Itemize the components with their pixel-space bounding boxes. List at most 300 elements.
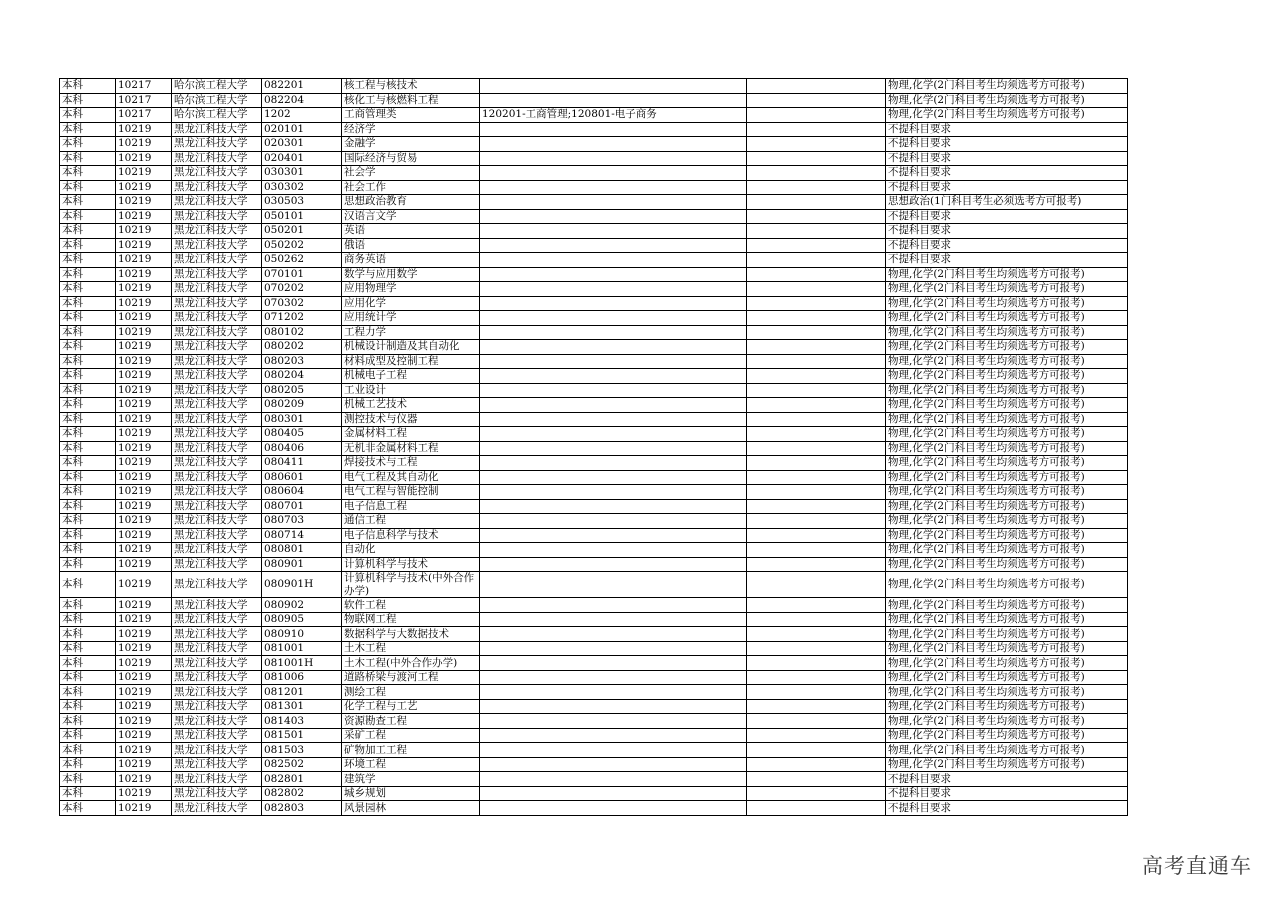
- major-name-cell: 电气工程与智能控制: [342, 485, 480, 500]
- school-code-cell: 10219: [116, 543, 172, 558]
- major-code-cell: 030503: [262, 195, 342, 210]
- school-code-cell: 10219: [116, 743, 172, 758]
- school-name-cell: 黑龙江科技大学: [172, 441, 262, 456]
- level-cell: 本科: [60, 166, 116, 181]
- table-row: [60, 528, 1128, 543]
- subject-requirement-cell: 不提科目要求: [886, 209, 1128, 224]
- table-row: [60, 641, 1128, 656]
- subject-requirement-cell: 物理,化学(2门科目考生均须选考方可报考): [886, 441, 1128, 456]
- major-name-cell: 思想政治教育: [342, 195, 480, 210]
- school-name-cell: 黑龙江科技大学: [172, 383, 262, 398]
- level-cell: 本科: [60, 656, 116, 671]
- major-name-cell: 工业设计: [342, 383, 480, 398]
- subject-requirement-cell: 物理,化学(2门科目考生均须选考方可报考): [886, 311, 1128, 326]
- school-name-cell: 黑龙江科技大学: [172, 398, 262, 413]
- school-name-cell: 黑龙江科技大学: [172, 311, 262, 326]
- table-row: [60, 772, 1128, 787]
- level-cell: 本科: [60, 224, 116, 239]
- note-cell: [747, 311, 886, 326]
- note-cell: [747, 528, 886, 543]
- level-cell: 本科: [60, 598, 116, 613]
- included-majors-cell: [480, 195, 747, 210]
- subject-requirement-cell: 不提科目要求: [886, 137, 1128, 152]
- subject-requirement-cell: 物理,化学(2门科目考生均须选考方可报考): [886, 714, 1128, 729]
- school-code-cell: 10219: [116, 470, 172, 485]
- table-row: [60, 514, 1128, 529]
- note-cell: [747, 166, 886, 181]
- included-majors-cell: [480, 801, 747, 816]
- school-code-cell: 10219: [116, 514, 172, 529]
- table-row: [60, 685, 1128, 700]
- note-cell: [747, 195, 886, 210]
- included-majors-cell: [480, 398, 747, 413]
- level-cell: 本科: [60, 757, 116, 772]
- note-cell: [747, 180, 886, 195]
- school-code-cell: 10219: [116, 224, 172, 239]
- level-cell: 本科: [60, 267, 116, 282]
- included-majors-cell: [480, 325, 747, 340]
- subject-requirement-cell: 不提科目要求: [886, 786, 1128, 801]
- subject-requirement-cell: 物理,化学(2门科目考生均须选考方可报考): [886, 325, 1128, 340]
- major-name-cell: 电子信息工程: [342, 499, 480, 514]
- school-name-cell: 黑龙江科技大学: [172, 757, 262, 772]
- major-code-cell: 080301: [262, 412, 342, 427]
- table-row: [60, 456, 1128, 471]
- included-majors-cell: [480, 282, 747, 297]
- major-name-cell: 机械电子工程: [342, 369, 480, 384]
- school-name-cell: 黑龙江科技大学: [172, 224, 262, 239]
- subject-requirement-cell: 物理,化学(2门科目考生均须选考方可报考): [886, 383, 1128, 398]
- major-code-cell: 080203: [262, 354, 342, 369]
- table-row: [60, 656, 1128, 671]
- table-row: [60, 398, 1128, 413]
- included-majors-cell: [480, 253, 747, 268]
- major-name-cell: 计算机科学与技术(中外合作办学): [342, 572, 480, 598]
- note-cell: [747, 598, 886, 613]
- school-code-cell: 10219: [116, 801, 172, 816]
- school-name-cell: 黑龙江科技大学: [172, 296, 262, 311]
- note-cell: [747, 656, 886, 671]
- school-name-cell: 黑龙江科技大学: [172, 151, 262, 166]
- school-code-cell: 10219: [116, 325, 172, 340]
- major-code-cell: 070202: [262, 282, 342, 297]
- level-cell: 本科: [60, 398, 116, 413]
- major-code-cell: 081201: [262, 685, 342, 700]
- school-name-cell: 黑龙江科技大学: [172, 598, 262, 613]
- major-code-cell: 081501: [262, 728, 342, 743]
- included-majors-cell: [480, 267, 747, 282]
- subject-requirement-cell: 不提科目要求: [886, 166, 1128, 181]
- major-code-cell: 080202: [262, 340, 342, 355]
- note-cell: [747, 79, 886, 94]
- table-row: [60, 572, 1128, 598]
- major-name-cell: 汉语言文学: [342, 209, 480, 224]
- school-code-cell: 10219: [116, 383, 172, 398]
- subject-requirement-cell: 物理,化学(2门科目考生均须选考方可报考): [886, 572, 1128, 598]
- major-name-cell: 工程力学: [342, 325, 480, 340]
- school-code-cell: 10219: [116, 151, 172, 166]
- school-code-cell: 10219: [116, 641, 172, 656]
- note-cell: [747, 456, 886, 471]
- major-name-cell: 采矿工程: [342, 728, 480, 743]
- school-name-cell: 黑龙江科技大学: [172, 340, 262, 355]
- note-cell: [747, 470, 886, 485]
- note-cell: [747, 499, 886, 514]
- school-name-cell: 黑龙江科技大学: [172, 137, 262, 152]
- school-name-cell: 黑龙江科技大学: [172, 325, 262, 340]
- subject-requirement-cell: 物理,化学(2门科目考生均须选考方可报考): [886, 685, 1128, 700]
- included-majors-cell: [480, 238, 747, 253]
- note-cell: [747, 253, 886, 268]
- level-cell: 本科: [60, 296, 116, 311]
- subject-requirements-table: [59, 78, 1128, 816]
- table-row: [60, 612, 1128, 627]
- major-code-cell: 080714: [262, 528, 342, 543]
- subject-requirement-cell: 物理,化学(2门科目考生均须选考方可报考): [886, 528, 1128, 543]
- level-cell: 本科: [60, 79, 116, 94]
- included-majors-cell: [480, 528, 747, 543]
- level-cell: 本科: [60, 137, 116, 152]
- major-name-cell: 通信工程: [342, 514, 480, 529]
- table-row: [60, 441, 1128, 456]
- note-cell: [747, 354, 886, 369]
- note-cell: [747, 238, 886, 253]
- note-cell: [747, 108, 886, 123]
- major-name-cell: 机械设计制造及其自动化: [342, 340, 480, 355]
- included-majors-cell: [480, 441, 747, 456]
- subject-requirement-cell: 不提科目要求: [886, 224, 1128, 239]
- note-cell: [747, 786, 886, 801]
- table-row: [60, 699, 1128, 714]
- school-name-cell: 黑龙江科技大学: [172, 195, 262, 210]
- school-code-cell: 10219: [116, 670, 172, 685]
- major-code-cell: 080411: [262, 456, 342, 471]
- subject-requirement-cell: 物理,化学(2门科目考生均须选考方可报考): [886, 514, 1128, 529]
- included-majors-cell: [480, 122, 747, 137]
- table-row: [60, 340, 1128, 355]
- school-name-cell: 黑龙江科技大学: [172, 499, 262, 514]
- table-row: [60, 253, 1128, 268]
- school-name-cell: 黑龙江科技大学: [172, 728, 262, 743]
- note-cell: [747, 398, 886, 413]
- level-cell: 本科: [60, 685, 116, 700]
- school-code-cell: 10219: [116, 340, 172, 355]
- included-majors-cell: [480, 224, 747, 239]
- major-code-cell: 071202: [262, 311, 342, 326]
- subject-requirement-cell: 物理,化学(2门科目考生均须选考方可报考): [886, 641, 1128, 656]
- level-cell: 本科: [60, 641, 116, 656]
- school-code-cell: 10219: [116, 195, 172, 210]
- table-body: [60, 79, 1128, 816]
- note-cell: [747, 93, 886, 108]
- major-code-cell: 080209: [262, 398, 342, 413]
- note-cell: [747, 267, 886, 282]
- school-name-cell: 哈尔滨工程大学: [172, 93, 262, 108]
- subject-requirement-cell: 物理,化学(2门科目考生均须选考方可报考): [886, 743, 1128, 758]
- school-code-cell: 10219: [116, 354, 172, 369]
- school-name-cell: 黑龙江科技大学: [172, 209, 262, 224]
- level-cell: 本科: [60, 427, 116, 442]
- school-code-cell: 10219: [116, 209, 172, 224]
- school-name-cell: 黑龙江科技大学: [172, 543, 262, 558]
- major-code-cell: 082204: [262, 93, 342, 108]
- major-name-cell: 物联网工程: [342, 612, 480, 627]
- major-name-cell: 计算机科学与技术: [342, 557, 480, 572]
- school-code-cell: 10219: [116, 656, 172, 671]
- school-name-cell: 黑龙江科技大学: [172, 514, 262, 529]
- note-cell: [747, 757, 886, 772]
- level-cell: 本科: [60, 499, 116, 514]
- subject-requirement-cell: 物理,化学(2门科目考生均须选考方可报考): [886, 757, 1128, 772]
- school-name-cell: 黑龙江科技大学: [172, 470, 262, 485]
- school-code-cell: 10217: [116, 79, 172, 94]
- major-name-cell: 商务英语: [342, 253, 480, 268]
- major-name-cell: 金属材料工程: [342, 427, 480, 442]
- school-code-cell: 10219: [116, 253, 172, 268]
- note-cell: [747, 670, 886, 685]
- included-majors-cell: [480, 743, 747, 758]
- table-row: [60, 166, 1128, 181]
- major-name-cell: 焊接技术与工程: [342, 456, 480, 471]
- level-cell: 本科: [60, 369, 116, 384]
- major-code-cell: 081503: [262, 743, 342, 758]
- major-name-cell: 应用物理学: [342, 282, 480, 297]
- school-code-cell: 10219: [116, 772, 172, 787]
- major-code-cell: 020301: [262, 137, 342, 152]
- school-code-cell: 10219: [116, 311, 172, 326]
- school-code-cell: 10219: [116, 572, 172, 598]
- table-row: [60, 108, 1128, 123]
- major-name-cell: 化学工程与工艺: [342, 699, 480, 714]
- major-code-cell: 080204: [262, 369, 342, 384]
- major-code-cell: 080405: [262, 427, 342, 442]
- major-code-cell: 080910: [262, 627, 342, 642]
- level-cell: 本科: [60, 238, 116, 253]
- school-code-cell: 10217: [116, 93, 172, 108]
- included-majors-cell: [480, 572, 747, 598]
- table-row: [60, 79, 1128, 94]
- table-row: [60, 485, 1128, 500]
- major-name-cell: 建筑学: [342, 772, 480, 787]
- included-majors-cell: [480, 714, 747, 729]
- subject-requirement-cell: 物理,化学(2门科目考生均须选考方可报考): [886, 267, 1128, 282]
- subject-requirement-cell: 不提科目要求: [886, 180, 1128, 195]
- included-majors-cell: [480, 369, 747, 384]
- included-majors-cell: [480, 151, 747, 166]
- subject-requirement-cell: 物理,化学(2门科目考生均须选考方可报考): [886, 108, 1128, 123]
- school-code-cell: 10219: [116, 122, 172, 137]
- school-name-cell: 黑龙江科技大学: [172, 180, 262, 195]
- table-row: [60, 151, 1128, 166]
- major-name-cell: 俄语: [342, 238, 480, 253]
- subject-requirement-cell: 物理,化学(2门科目考生均须选考方可报考): [886, 412, 1128, 427]
- included-majors-cell: [480, 296, 747, 311]
- major-code-cell: 082803: [262, 801, 342, 816]
- table-row: [60, 311, 1128, 326]
- major-code-cell: 082802: [262, 786, 342, 801]
- school-code-cell: 10219: [116, 685, 172, 700]
- table-row: [60, 93, 1128, 108]
- table-row: [60, 267, 1128, 282]
- included-majors-cell: [480, 311, 747, 326]
- level-cell: 本科: [60, 340, 116, 355]
- note-cell: [747, 340, 886, 355]
- major-name-cell: 社会工作: [342, 180, 480, 195]
- level-cell: 本科: [60, 441, 116, 456]
- table-row: [60, 238, 1128, 253]
- included-majors-cell: [480, 772, 747, 787]
- table-row: [60, 786, 1128, 801]
- table-row: [60, 325, 1128, 340]
- school-code-cell: 10219: [116, 612, 172, 627]
- table-row: [60, 224, 1128, 239]
- subject-requirement-cell: 物理,化学(2门科目考生均须选考方可报考): [886, 354, 1128, 369]
- note-cell: [747, 543, 886, 558]
- major-code-cell: 050101: [262, 209, 342, 224]
- table-row: [60, 195, 1128, 210]
- note-cell: [747, 743, 886, 758]
- table-row: [60, 670, 1128, 685]
- table-row: [60, 282, 1128, 297]
- subject-requirement-cell: 思想政治(1门科目考生必须选考方可报考): [886, 195, 1128, 210]
- note-cell: [747, 282, 886, 297]
- level-cell: 本科: [60, 612, 116, 627]
- included-majors-cell: [480, 641, 747, 656]
- major-code-cell: 080406: [262, 441, 342, 456]
- school-code-cell: 10219: [116, 699, 172, 714]
- table-row: [60, 470, 1128, 485]
- note-cell: [747, 801, 886, 816]
- major-code-cell: 080901H: [262, 572, 342, 598]
- school-name-cell: 黑龙江科技大学: [172, 670, 262, 685]
- note-cell: [747, 714, 886, 729]
- subject-requirement-cell: 物理,化学(2门科目考生均须选考方可报考): [886, 398, 1128, 413]
- subject-requirement-cell: 物理,化学(2门科目考生均须选考方可报考): [886, 656, 1128, 671]
- subject-requirement-cell: 物理,化学(2门科目考生均须选考方可报考): [886, 296, 1128, 311]
- school-name-cell: 黑龙江科技大学: [172, 267, 262, 282]
- major-code-cell: 080701: [262, 499, 342, 514]
- level-cell: 本科: [60, 670, 116, 685]
- note-cell: [747, 209, 886, 224]
- table-row: [60, 543, 1128, 558]
- school-code-cell: 10219: [116, 456, 172, 471]
- included-majors-cell: [480, 79, 747, 94]
- included-majors-cell: [480, 354, 747, 369]
- school-code-cell: 10219: [116, 757, 172, 772]
- major-code-cell: 081006: [262, 670, 342, 685]
- school-code-cell: 10219: [116, 786, 172, 801]
- school-name-cell: 黑龙江科技大学: [172, 485, 262, 500]
- table-row: [60, 743, 1128, 758]
- major-code-cell: 080604: [262, 485, 342, 500]
- level-cell: 本科: [60, 354, 116, 369]
- subject-requirement-cell: 不提科目要求: [886, 253, 1128, 268]
- level-cell: 本科: [60, 108, 116, 123]
- table-row: [60, 598, 1128, 613]
- level-cell: 本科: [60, 714, 116, 729]
- included-majors-cell: [480, 340, 747, 355]
- note-cell: [747, 627, 886, 642]
- table-row: [60, 757, 1128, 772]
- school-name-cell: 黑龙江科技大学: [172, 557, 262, 572]
- included-majors-cell: [480, 728, 747, 743]
- major-name-cell: 数据科学与大数据技术: [342, 627, 480, 642]
- school-name-cell: 黑龙江科技大学: [172, 528, 262, 543]
- subject-requirement-cell: 物理,化学(2门科目考生均须选考方可报考): [886, 427, 1128, 442]
- included-majors-cell: [480, 93, 747, 108]
- included-majors-cell: [480, 598, 747, 613]
- major-code-cell: 082502: [262, 757, 342, 772]
- subject-requirement-cell: 物理,化学(2门科目考生均须选考方可报考): [886, 485, 1128, 500]
- included-majors-cell: [480, 685, 747, 700]
- included-majors-cell: [480, 470, 747, 485]
- note-cell: [747, 641, 886, 656]
- subject-requirement-cell: 物理,化学(2门科目考生均须选考方可报考): [886, 340, 1128, 355]
- level-cell: 本科: [60, 195, 116, 210]
- major-code-cell: 020401: [262, 151, 342, 166]
- school-code-cell: 10219: [116, 238, 172, 253]
- level-cell: 本科: [60, 699, 116, 714]
- level-cell: 本科: [60, 151, 116, 166]
- note-cell: [747, 412, 886, 427]
- school-code-cell: 10219: [116, 557, 172, 572]
- included-majors-cell: [480, 456, 747, 471]
- level-cell: 本科: [60, 180, 116, 195]
- level-cell: 本科: [60, 412, 116, 427]
- note-cell: [747, 685, 886, 700]
- note-cell: [747, 383, 886, 398]
- included-majors-cell: 120201-工商管理;120801-电子商务: [480, 108, 747, 123]
- level-cell: 本科: [60, 485, 116, 500]
- major-code-cell: 081403: [262, 714, 342, 729]
- school-name-cell: 黑龙江科技大学: [172, 122, 262, 137]
- included-majors-cell: [480, 412, 747, 427]
- school-code-cell: 10219: [116, 528, 172, 543]
- school-code-cell: 10217: [116, 108, 172, 123]
- school-code-cell: 10219: [116, 728, 172, 743]
- subject-requirement-cell: 不提科目要求: [886, 122, 1128, 137]
- major-name-cell: 资源勘查工程: [342, 714, 480, 729]
- school-code-cell: 10219: [116, 499, 172, 514]
- included-majors-cell: [480, 180, 747, 195]
- major-code-cell: 080601: [262, 470, 342, 485]
- major-code-cell: 080901: [262, 557, 342, 572]
- school-name-cell: 黑龙江科技大学: [172, 456, 262, 471]
- school-name-cell: 黑龙江科技大学: [172, 612, 262, 627]
- note-cell: [747, 296, 886, 311]
- school-code-cell: 10219: [116, 137, 172, 152]
- school-name-cell: 哈尔滨工程大学: [172, 79, 262, 94]
- school-name-cell: 黑龙江科技大学: [172, 427, 262, 442]
- note-cell: [747, 122, 886, 137]
- level-cell: 本科: [60, 572, 116, 598]
- school-code-cell: 10219: [116, 598, 172, 613]
- level-cell: 本科: [60, 93, 116, 108]
- table-row: [60, 137, 1128, 152]
- table-row: [60, 296, 1128, 311]
- level-cell: 本科: [60, 801, 116, 816]
- school-name-cell: 黑龙江科技大学: [172, 801, 262, 816]
- table-row: [60, 412, 1128, 427]
- major-name-cell: 电子信息科学与技术: [342, 528, 480, 543]
- major-name-cell: 矿物加工工程: [342, 743, 480, 758]
- subject-requirement-cell: 物理,化学(2门科目考生均须选考方可报考): [886, 627, 1128, 642]
- included-majors-cell: [480, 485, 747, 500]
- included-majors-cell: [480, 543, 747, 558]
- major-code-cell: 080801: [262, 543, 342, 558]
- table-row: [60, 369, 1128, 384]
- major-code-cell: 080703: [262, 514, 342, 529]
